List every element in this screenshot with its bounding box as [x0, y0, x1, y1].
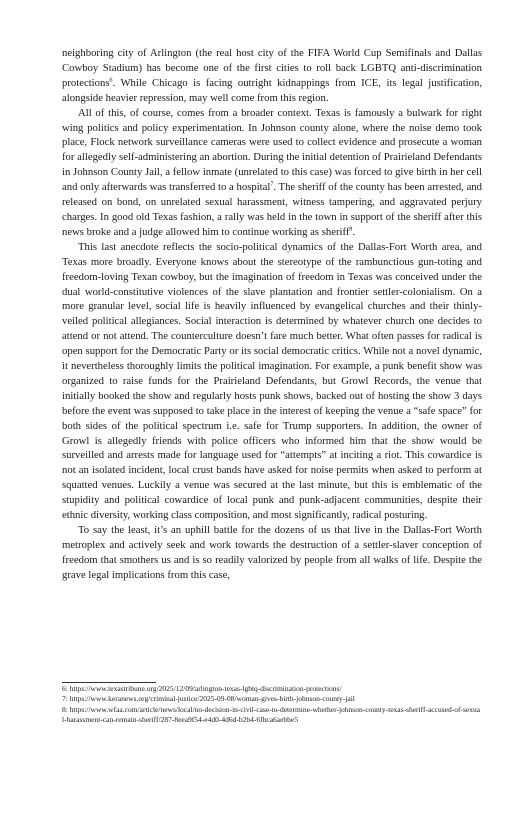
footnote-divider: [62, 682, 156, 683]
paragraph-text: . While Chicago is facing outright kidnappings from ICE, its legal justification, alongside heavier repression, may well come from this region.: [62, 76, 482, 104]
footnote-marker[interactable]: 6: [109, 77, 113, 84]
paragraph: [62, 523, 482, 583]
paragraph-text: All of this, of course, comes from a broader context. Texas is famously a bulwark for right wing politics and policy experimentation. In Johnson county alone, where the noise demo took place, Flock network surveillance cameras were used to collect evidence and prosecute a woman for allegedly self-administering an abortion. During the initial detention of Prairieland Defendants in Johnson County Jail, a fellow inmate (unrelated to this case) was forced to give birth in her cell and only afterwards was transferred to a hospital: [62, 106, 482, 194]
paragraph-text: .: [352, 225, 356, 238]
footnote-8[interactable]: 8: https://www.wfaa.com/article/news/local/no-decision-in-civil-case-to-determine-whether-johnson-county-texas-sheriff-accused-of-sexual-harassment-can-remain-sheriff/287-8eea9f54-e4d0-4d6d-b2b4-6fbca6aebbe5: [62, 704, 481, 725]
footnotes: [62, 684, 482, 726]
paragraph-text: neighboring city of Arlington (the real host city of the FIFA World Cup Semifinals and Dallas Cowboy Stadium) has become one of the first cities to roll back LGBTQ anti-discrimination protections: [62, 47, 482, 89]
paragraph: [62, 46, 482, 106]
paragraph-text: To say the least, it’s an uphill battle for the dozens of us that live in the Dallas-Fort Worth metroplex and actively seek and work towards the destruction of a settler-slaver conception of freedom that smothers us and is so readily valorized by people from all walks of life. Despite the grave legal implications from this case,: [62, 524, 482, 581]
footnote-marker[interactable]: 8: [349, 226, 353, 233]
paragraph: [62, 240, 482, 523]
body-text: [62, 46, 482, 583]
footnote-7[interactable]: 7: https://www.keranews.org/criminal-justice/2025-09-08/woman-gives-birth-johnson-county-jail: [62, 694, 355, 704]
footnote-6[interactable]: 6: https://www.texastribune.org/2025/12/09/arlington-texas-lgbtq-discrimination-protections/: [62, 684, 342, 693]
paragraph: [62, 106, 482, 240]
footnote-marker[interactable]: 7: [270, 181, 274, 188]
paragraph-text: . The sheriff of the county has been arrested, and released on bond, on unrelated sexual harassment, witness tampering, and aggravated perjury charges. In good old Texas fashion, a rally was held in the town in support of the sheriff after this news broke and a judge allowed him to continue working as sheriff: [62, 181, 482, 238]
paragraph-text: This last anecdote reflects the socio-political dynamics of the Dallas-Fort Worth area, and Texas more broadly. Everyone knows about the stereotype of the rambunctious gun-toting and freedom-loving Texan cowboy, but the imagination of freedom in Texas was conceived under the dual world-constitutive violences of the slave plantation and frontier settler-colonialism. On a more granular level, social life is heavily influenced by evangelical churches and their thinly-veiled political allegiances. Social interaction is determined by whatever church one decides to attend or not attend. The counterculture doesn’t fare much better. What often passes for radical is open support for the Democratic Party or its social democratic critics. While not a novel dynamic, it nevertheless thoroughly limits the political imagination. For example, a punk benefit show was organized to raise funds for the Prairieland Defendants, but Growl Records, the venue that initially booked the show and regularly hosts punk shows, backed out of hosting the show 3 days before the event was supposed to take place in the interest of keeping the venue a “safe space” for both sides of the political spectrum i.e. safe for Trump supporters. In addition, the owner of Growl is allegedly friends with police officers who informed him that the show would be surveilled and arrests made for language used for “attempts” at inciting a riot. This cowardice is not an isolated incident, local crust bands have asked for noise permits when asked to perform at squatted venues. Luckily a venue was secured at the last minute, but this is emblematic of the stupidity and political cowardice of local punk and punk-adjacent communities, despite their ethnic diversity, working class composition, and most significantly, radical posturing.: [62, 240, 482, 522]
